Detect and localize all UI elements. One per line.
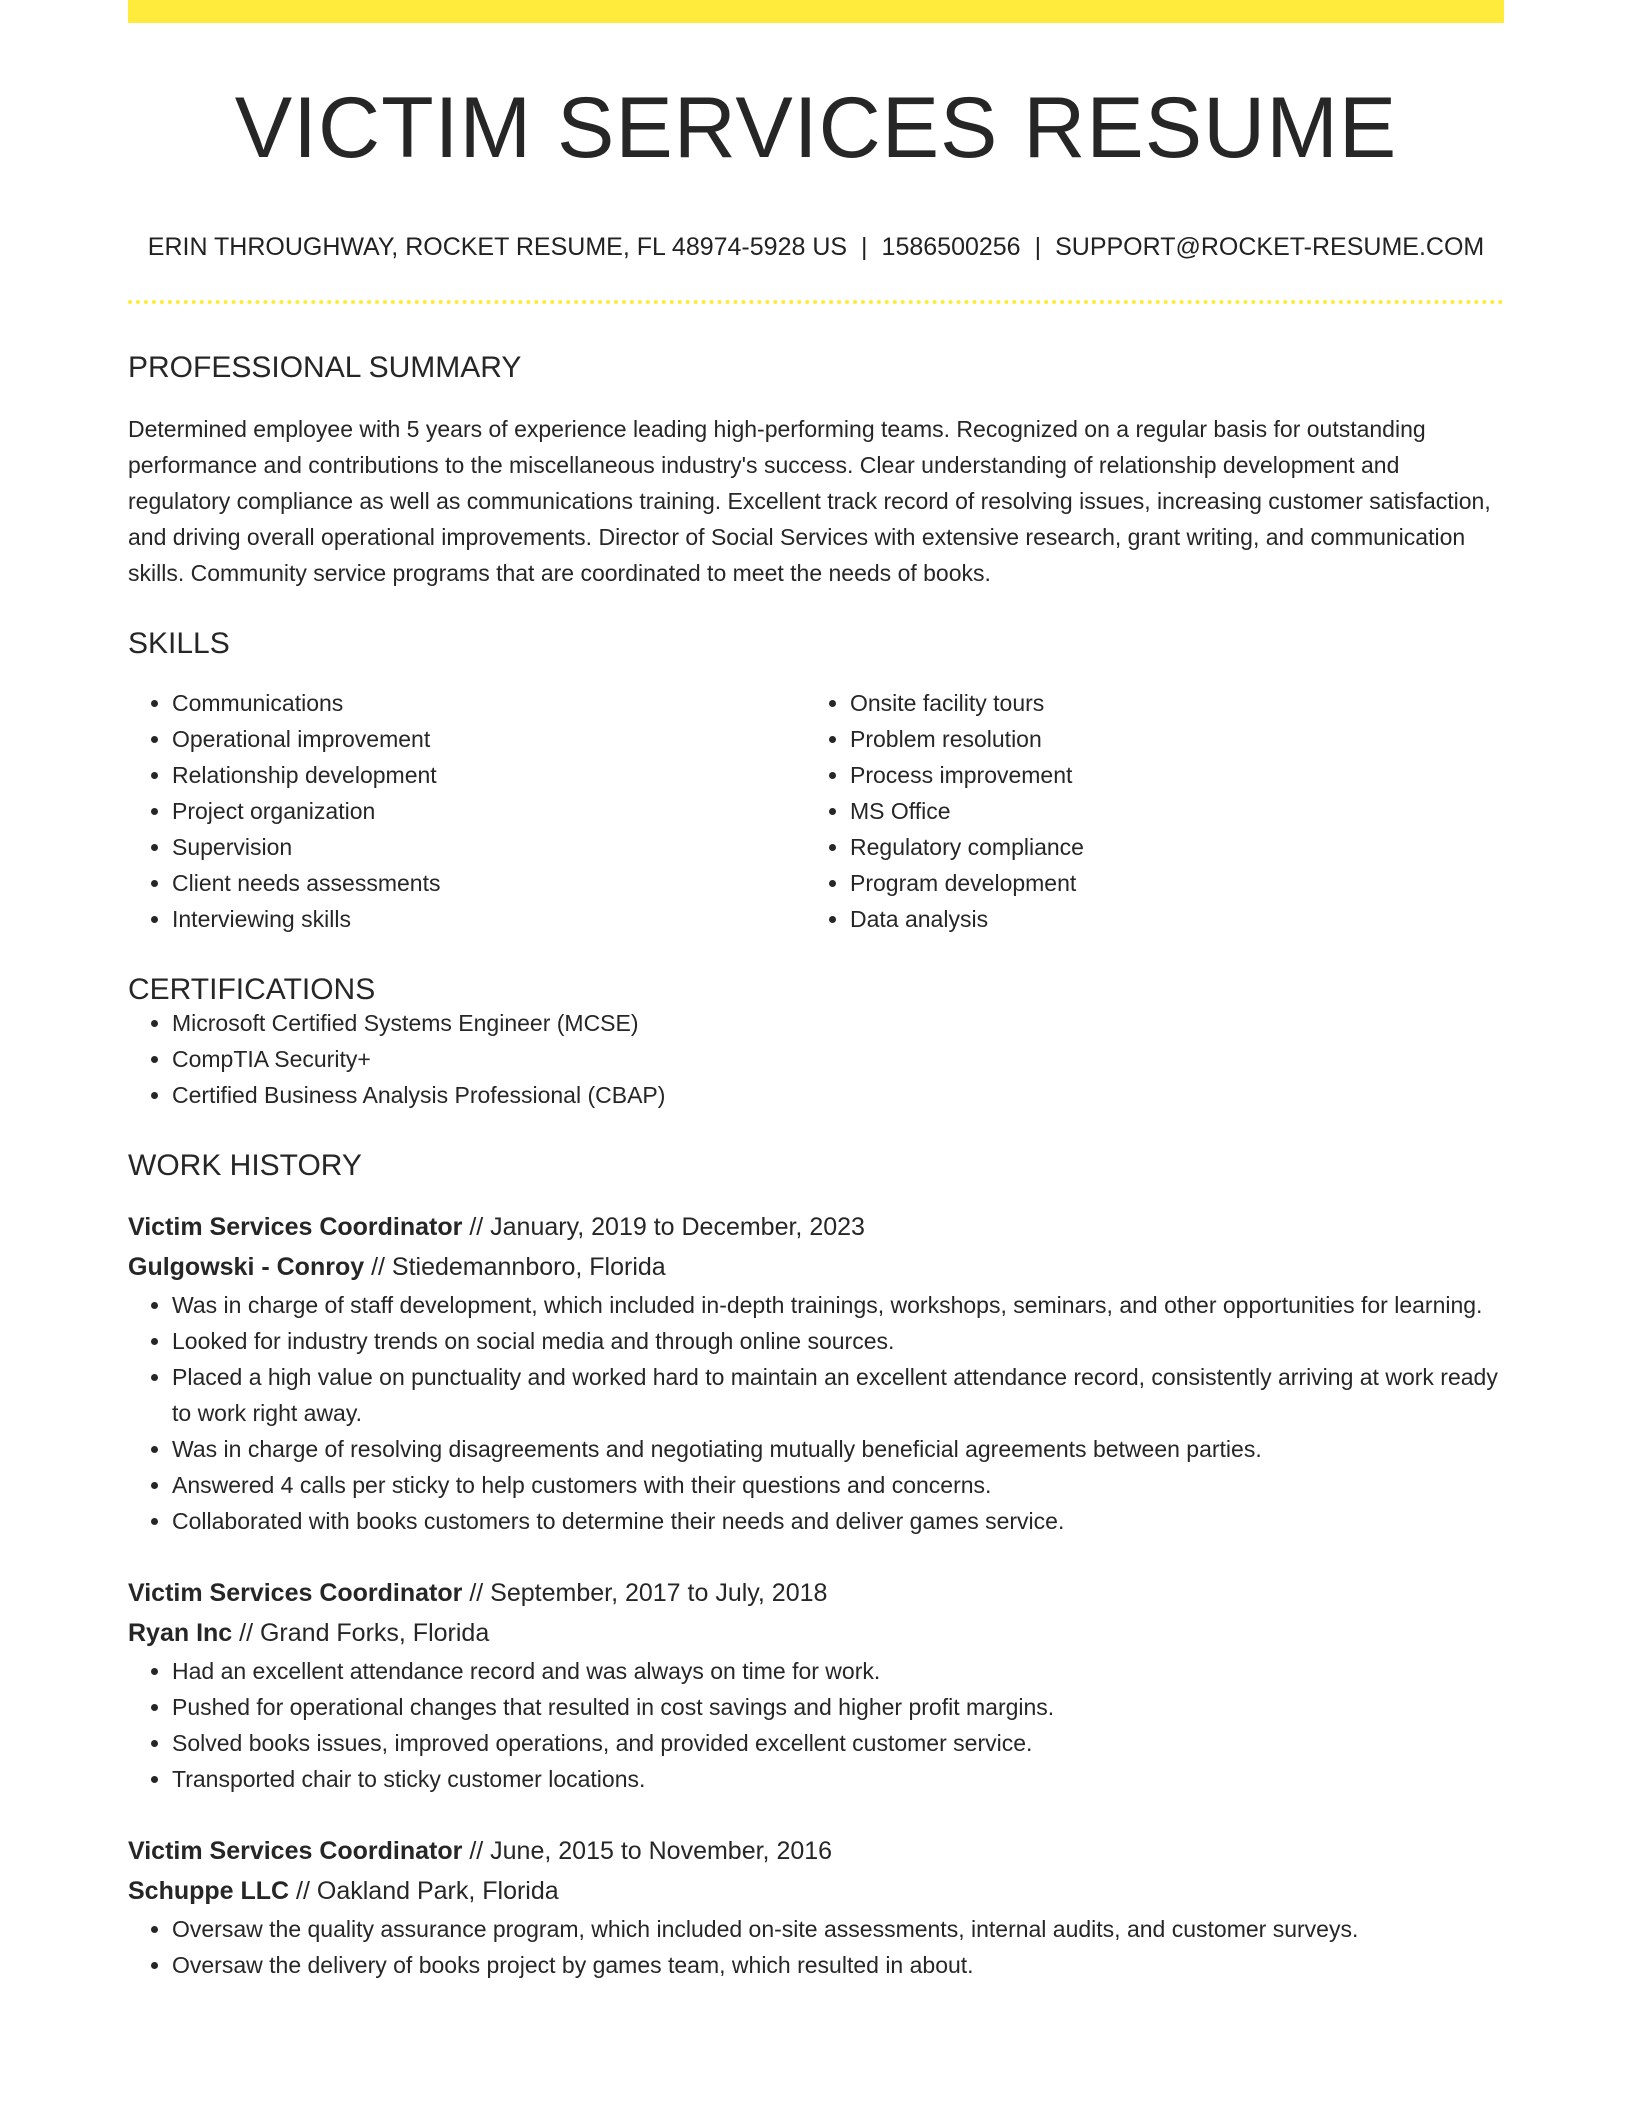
- job-dates: // June, 2015 to November, 2016: [462, 1837, 833, 1865]
- job-bullet: • Transported chair to sticky customer locations.: [172, 1761, 1504, 1797]
- contact-line: [128, 235, 1504, 260]
- job-company: Gulgowski - Conroy: [128, 1253, 365, 1281]
- skills-list-right: [806, 685, 1484, 937]
- job-bullet: • Collaborated with books customers to determine their needs and deliver games service.: [172, 1503, 1504, 1539]
- skill-item: • Process improvement: [850, 757, 1484, 793]
- job-bullet: • Placed a high value on punctuality and worked hard to maintain an excellent attendance record, consistently arriving at work ready to work right away.: [172, 1359, 1504, 1431]
- skill-item: • Onsite facility tours: [850, 685, 1484, 721]
- contact-separator: |: [1034, 233, 1042, 261]
- job-entry: [128, 1831, 1504, 1983]
- job-bullet: • Was in charge of staff development, which included in-depth trainings, workshops, seminars, and other opportunities for learning.: [172, 1287, 1504, 1323]
- skill-item: • Project organization: [172, 793, 806, 829]
- certification-item: • Microsoft Certified Systems Engineer (MCSE): [172, 1005, 1504, 1041]
- skill-item: • Data analysis: [850, 901, 1484, 937]
- skills-heading: SKILLS: [128, 627, 230, 660]
- job-bullet: • Was in charge of resolving disagreements and negotiating mutually beneficial agreements between parties.: [172, 1431, 1504, 1467]
- job-location: // Stiedemannboro, Florida: [364, 1253, 666, 1281]
- job-dates: // September, 2017 to July, 2018: [462, 1579, 828, 1607]
- job-title: Victim Services Coordinator: [128, 1837, 463, 1865]
- skill-item: • Relationship development: [172, 757, 806, 793]
- contact-separator: |: [861, 233, 868, 261]
- certification-item: • Certified Business Analysis Professional (CBAP): [172, 1077, 1504, 1113]
- job-bullets: [128, 1653, 1504, 1797]
- contact-phone: 1586500256: [881, 233, 1021, 261]
- skills-columns: [128, 685, 1504, 937]
- contact-email: SUPPORT@ROCKET-RESUME.COM: [1055, 233, 1485, 261]
- summary-text: Determined employee with 5 years of experience leading high-performing teams. Recognized on a regular basis for outstanding performance and contributions to the miscellaneous industry's success. Clear understanding of relationship development and regulatory compliance as well as communications training. Excellent track record of resolving issues, increasing customer satisfaction, and driving overall operational improvements. Director of Social Services with extensive research, grant writing, and communication skills. Community service programs that are coordinated to meet the needs of books.: [128, 416, 1491, 586]
- job-bullets: [128, 1287, 1504, 1539]
- certifications-heading: CERTIFICATIONS: [128, 973, 376, 1006]
- job-bullet: • Oversaw the delivery of books project by games team, which resulted in about.: [172, 1947, 1504, 1983]
- dotted-divider: [128, 300, 1504, 304]
- job-company-line: [128, 1871, 1504, 1911]
- job-dates: // January, 2019 to December, 2023: [462, 1213, 865, 1241]
- skill-item: • MS Office: [850, 793, 1484, 829]
- skill-item: • Operational improvement: [172, 721, 806, 757]
- job-title: Victim Services Coordinator: [128, 1579, 463, 1607]
- job-location: // Grand Forks, Florida: [232, 1619, 490, 1647]
- job-entry: [128, 1573, 1504, 1797]
- skills-column-right: [806, 685, 1484, 937]
- contact-address: ERIN THROUGHWAY, ROCKET RESUME, FL 48974-5928 US: [147, 233, 848, 261]
- job-title-line: [128, 1831, 1504, 1871]
- skills-column-left: [128, 685, 806, 937]
- skill-item: • Communications: [172, 685, 806, 721]
- summary-heading: PROFESSIONAL SUMMARY: [128, 351, 522, 384]
- resume-page: [128, 0, 1504, 1983]
- job-company: Schuppe LLC: [128, 1877, 290, 1905]
- job-title-line: [128, 1573, 1504, 1613]
- skill-item: • Supervision: [172, 829, 806, 865]
- work-history-heading: WORK HISTORY: [128, 1149, 362, 1182]
- job-company-line: [128, 1247, 1504, 1287]
- job-location: // Oakland Park, Florida: [289, 1877, 559, 1905]
- certification-item: • CompTIA Security+: [172, 1041, 1504, 1077]
- certifications-list: [128, 1005, 1504, 1113]
- job-bullet: • Answered 4 calls per sticky to help customers with their questions and concerns.: [172, 1467, 1504, 1503]
- job-company-line: [128, 1613, 1504, 1653]
- job-title: Victim Services Coordinator: [128, 1213, 463, 1241]
- job-entry: [128, 1207, 1504, 1539]
- resume-title: VICTIM SERVICES RESUME: [234, 80, 1398, 176]
- job-bullet: • Had an excellent attendance record and was always on time for work.: [172, 1653, 1504, 1689]
- skill-item: • Program development: [850, 865, 1484, 901]
- skill-item: • Problem resolution: [850, 721, 1484, 757]
- job-company: Ryan Inc: [128, 1619, 233, 1647]
- skill-item: • Client needs assessments: [172, 865, 806, 901]
- job-bullet: • Oversaw the quality assurance program, which included on-site assessments, internal audits, and customer surveys.: [172, 1911, 1504, 1947]
- job-bullet: • Pushed for operational changes that resulted in cost savings and higher profit margins.: [172, 1689, 1504, 1725]
- job-bullet: • Looked for industry trends on social media and through online sources.: [172, 1323, 1504, 1359]
- job-bullet: • Solved books issues, improved operations, and provided excellent customer service.: [172, 1725, 1504, 1761]
- job-title-line: [128, 1207, 1504, 1247]
- skill-item: • Interviewing skills: [172, 901, 806, 937]
- skills-list-left: [128, 685, 806, 937]
- job-bullets: [128, 1911, 1504, 1983]
- top-accent-bar: [128, 0, 1504, 23]
- skill-item: • Regulatory compliance: [850, 829, 1484, 865]
